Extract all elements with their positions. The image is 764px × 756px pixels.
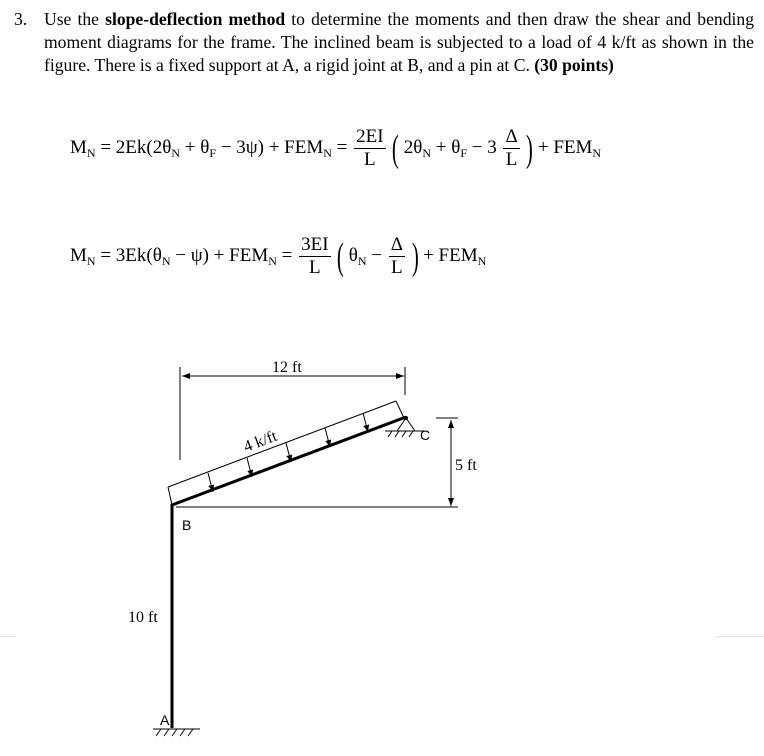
eq2-part-a: = 3Ek(θ xyxy=(95,244,162,266)
span-dimension xyxy=(180,359,405,460)
eq2-close-paren: ) xyxy=(411,235,419,278)
eq1-lhs-sub: N xyxy=(86,145,96,160)
inclined-beam xyxy=(168,401,406,505)
span-arrow-right xyxy=(396,373,404,379)
node-b-label: B xyxy=(182,517,192,533)
load-arrow-3 xyxy=(286,443,291,462)
eq1-part-a: = 2Ek(2θ xyxy=(95,136,172,158)
eq1-inner-c: − 3 xyxy=(467,136,497,158)
eq1-open-paren: ( xyxy=(392,127,400,170)
eq2-inner-frac-den: L xyxy=(391,257,403,278)
eq1-sub-c: N xyxy=(323,145,332,160)
column-length-label: 10 ft xyxy=(128,609,158,626)
eq1-sub-b: F xyxy=(209,145,217,160)
load-band-top xyxy=(168,401,396,487)
fixed-hatch-3 xyxy=(172,729,177,736)
pin-hatch-2 xyxy=(395,431,399,437)
problem-number: 3. xyxy=(14,9,28,29)
eq2-tail-sub: N xyxy=(477,253,487,268)
eq1-tail-sub: N xyxy=(592,145,602,160)
pin-support-c xyxy=(385,416,430,443)
load-label: 4 k/ft xyxy=(241,427,280,456)
node-a-label: A xyxy=(160,712,170,728)
eq2-part-b: − ψ) + FEM xyxy=(170,244,269,266)
span-arrow-left xyxy=(182,373,190,379)
fixed-hatch-4 xyxy=(180,729,185,736)
eq2-inner-sub-a: N xyxy=(357,253,367,268)
eq1-inner-sub-a: N xyxy=(422,145,431,160)
eq1-inner-frac-den: L xyxy=(505,149,518,170)
beam-line xyxy=(172,417,406,505)
rise-arrow-top xyxy=(448,420,454,428)
eq2-sub-a: N xyxy=(161,253,171,268)
eq2-frac-num: 3EI xyxy=(301,234,329,255)
problem-method: slope-deflection method xyxy=(105,9,286,29)
pin-hatch-1 xyxy=(388,431,392,437)
eq2-inner-frac-num: Δ xyxy=(390,234,403,255)
eq1-inner-b: + θ xyxy=(431,136,461,158)
eq2-lhs-sub: N xyxy=(86,253,96,268)
fixed-support-a xyxy=(153,712,200,736)
pin-hatch-3 xyxy=(402,431,406,437)
eq1-equals: = xyxy=(331,136,348,158)
eq1-inner-sub-b: F xyxy=(460,145,468,160)
fixed-hatch-1 xyxy=(156,729,161,736)
eq1-sub-a: N xyxy=(171,145,180,160)
span-label: 12 ft xyxy=(272,359,302,376)
rise-label: 5 ft xyxy=(455,457,477,474)
load-band-left-edge xyxy=(168,487,172,505)
rise-dimension xyxy=(436,418,477,506)
eq2-frac-den: L xyxy=(309,257,321,278)
problem-text-2: to determine the moments and then draw the shear and bending moment diagrams for the frame. The inclined beam is subjected to a load of 4 k/ft as shown in the figure. There is a fixed support at A, a rigid joint at B, and a pin at C. xyxy=(44,9,754,75)
node-c-label: C xyxy=(420,427,431,443)
load-arrow-2 xyxy=(247,458,252,477)
eq1-frac-num: 2EI xyxy=(356,126,384,147)
fixed-hatch-5 xyxy=(188,729,193,736)
eq1-inner-a: 2θ xyxy=(403,136,423,158)
eq1-part-b: + θ xyxy=(180,136,210,158)
eq1-tail: + FEM xyxy=(537,136,593,158)
problem-points: (30 points) xyxy=(534,55,614,75)
problem-text-1: Use the xyxy=(44,9,106,29)
eq2-tail: + FEM xyxy=(423,244,478,266)
eq1-frac-den: L xyxy=(364,149,376,170)
eq2-lhs: M xyxy=(70,244,87,266)
eq1-inner-frac-num: Δ xyxy=(505,126,518,147)
fixed-hatch-2 xyxy=(164,729,169,736)
rise-arrow-bottom xyxy=(448,498,454,506)
eq1-part-c: − 3ψ) + FEM xyxy=(216,136,324,158)
eq1-lhs: M xyxy=(70,136,87,158)
eq2-open-paren: ( xyxy=(337,235,345,278)
load-arrow-5 xyxy=(363,413,368,432)
pin-hatch-4 xyxy=(409,431,413,437)
eq2-inner-a: θ xyxy=(348,244,358,266)
load-arrow-4 xyxy=(325,428,330,447)
eq2-sub-b: N xyxy=(268,253,277,268)
load-band-right-edge xyxy=(396,401,404,418)
eq2-equals: = xyxy=(276,244,293,266)
eq1-close-paren: ) xyxy=(526,127,534,170)
eq2-inner-b: − xyxy=(366,244,382,266)
